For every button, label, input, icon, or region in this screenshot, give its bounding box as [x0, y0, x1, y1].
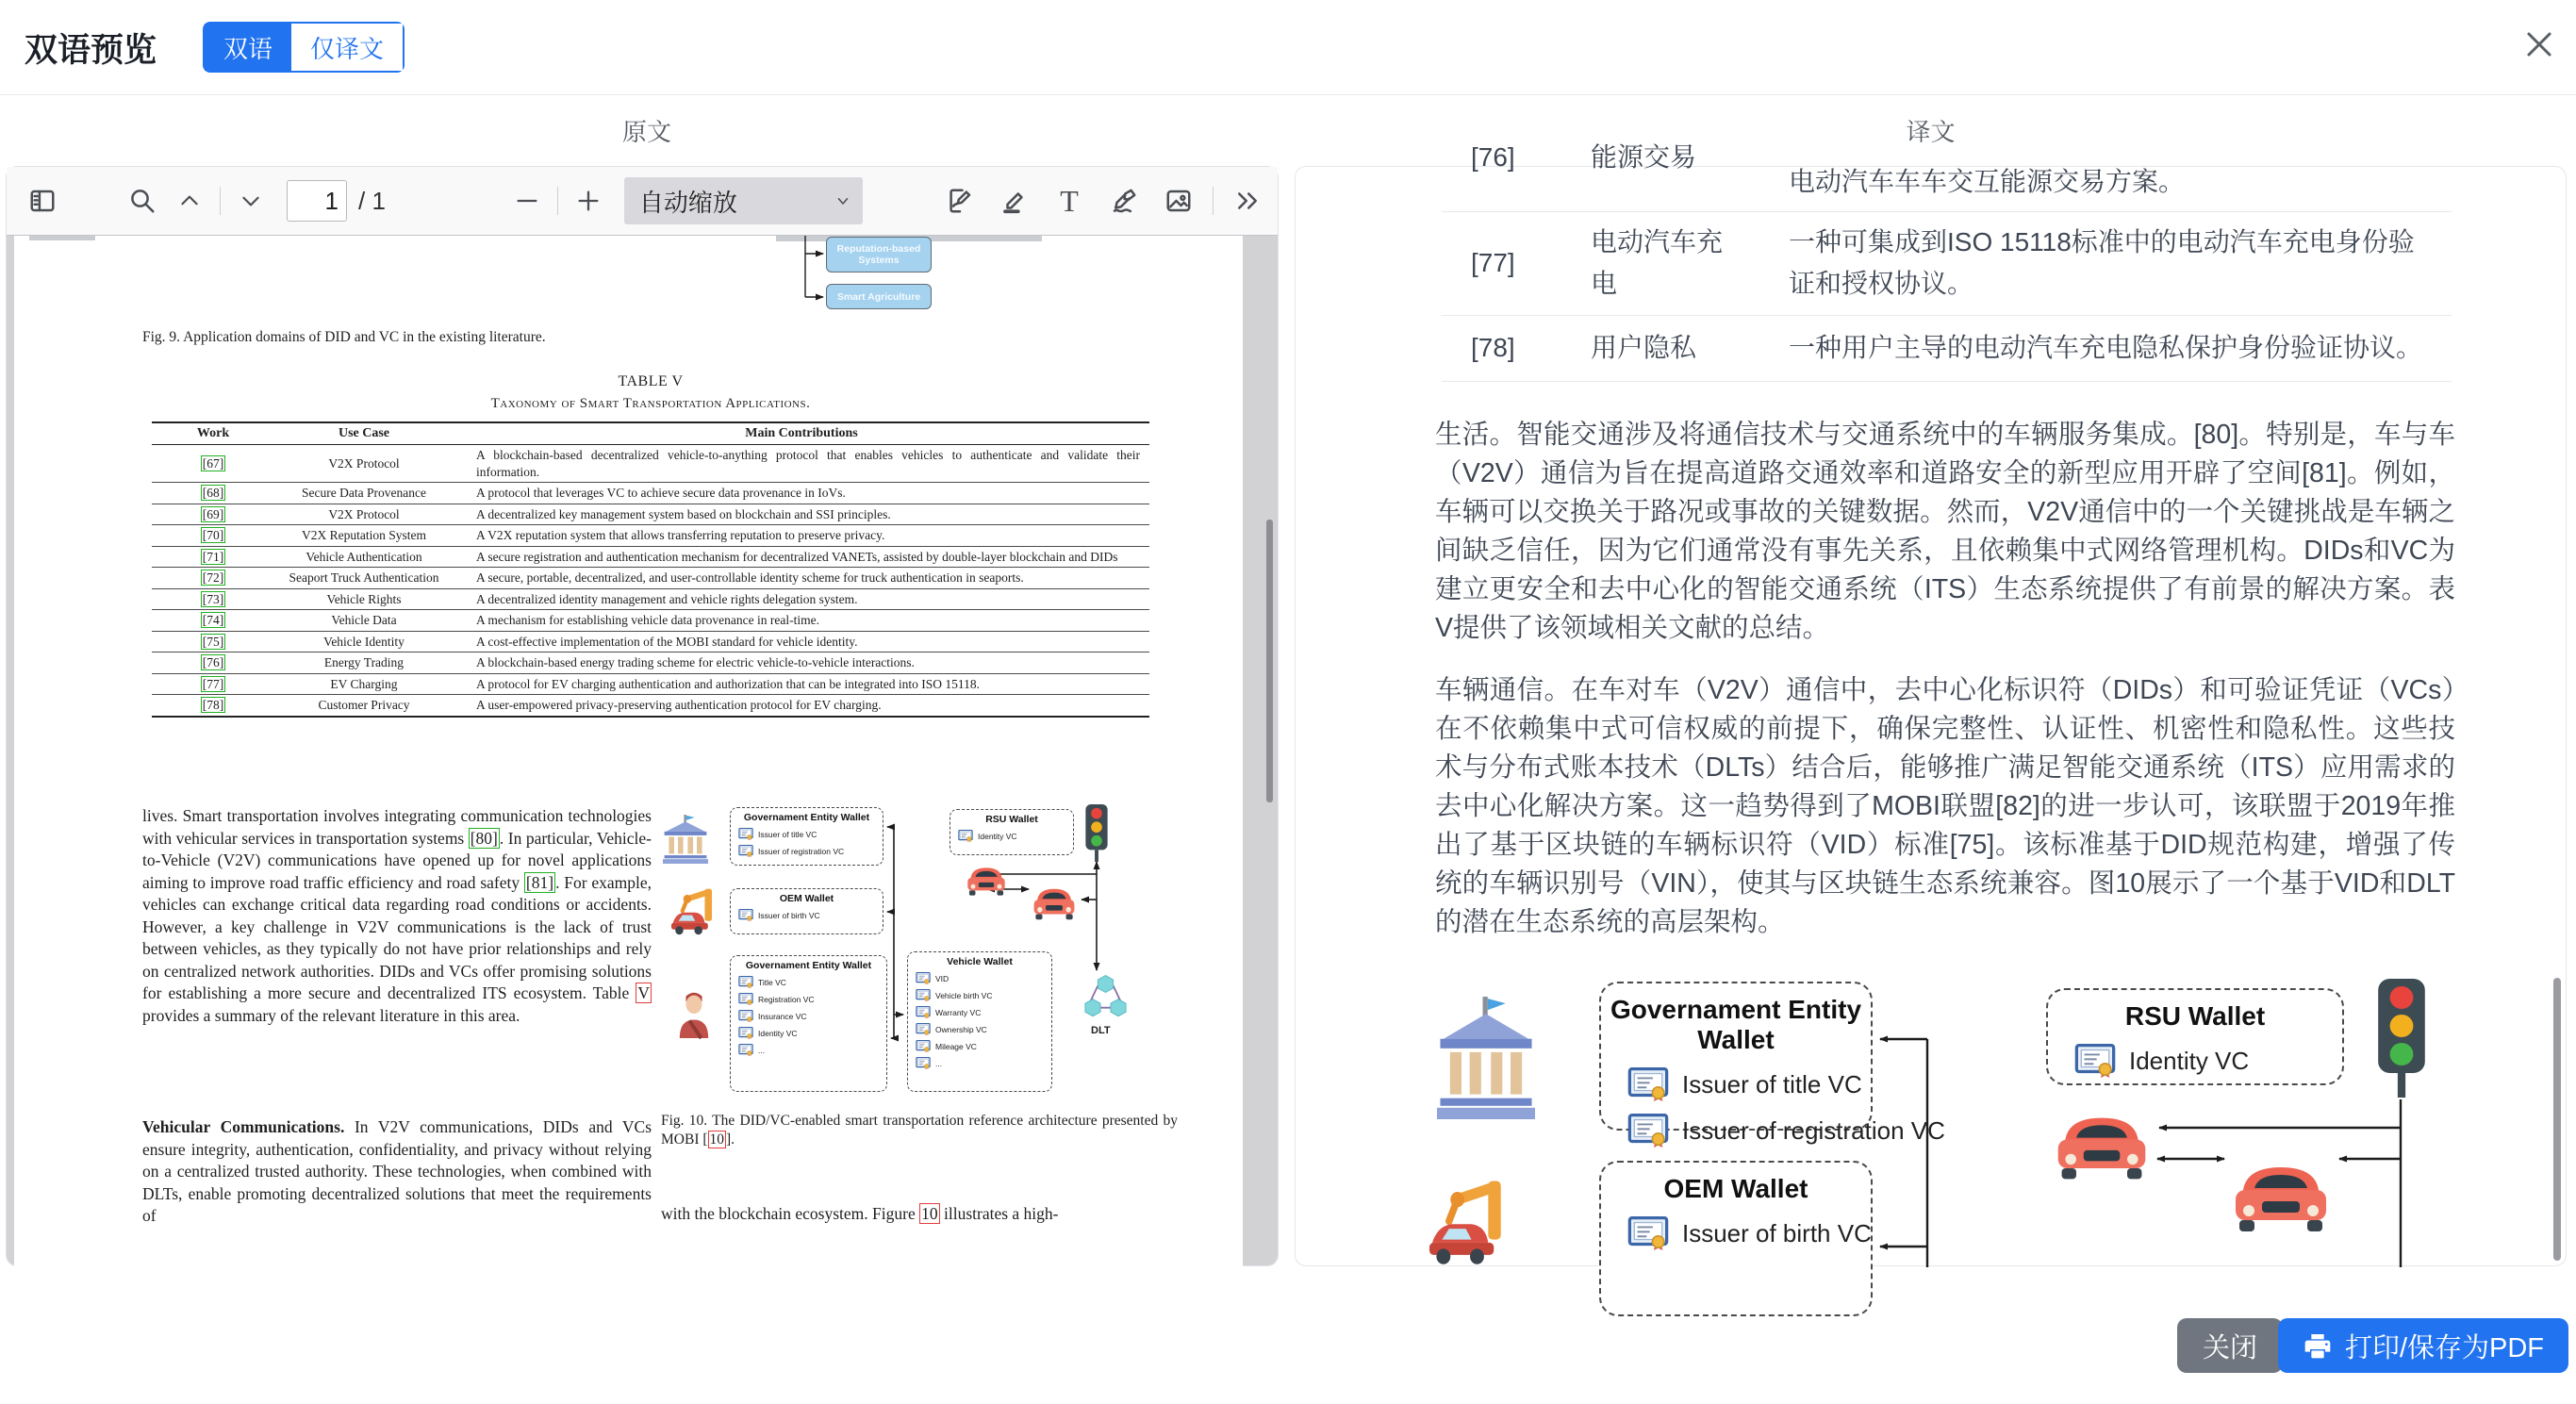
work-cell — [152, 654, 274, 671]
use-case-cell: Secure Data Provenance — [302, 486, 426, 500]
work-cell — [152, 485, 274, 502]
oem-robot-arm-icon — [1429, 1175, 1519, 1267]
citation-link[interactable]: [69] — [202, 506, 224, 521]
driver-person-icon — [676, 989, 712, 1038]
vc-item-label: ... — [758, 1045, 766, 1055]
paragraph-text: with the blockchain ecosystem. Figure — [661, 1204, 920, 1223]
caption-text: ]. — [726, 1131, 735, 1148]
use-case-cell: Vehicle Data — [331, 613, 397, 627]
source-pane-label: 原文 — [621, 118, 671, 146]
contribution-cell: A user-empowered privacy-preserving authentication protocol for EV charging. — [476, 698, 882, 712]
vc-item-label: Identity VC — [758, 1028, 798, 1038]
use-case-cell: V2X Protocol — [328, 506, 400, 521]
paragraph-text: provides a summary of the relevant literature in this area. — [142, 1005, 520, 1025]
vc-item-label: Issuer of registration VC — [758, 846, 845, 856]
tablev-header-row — [152, 423, 1149, 445]
certificate-icon — [738, 828, 753, 840]
certificate-icon — [738, 1010, 753, 1022]
wallet-title: Governament Entity Wallet — [1610, 995, 1862, 1054]
wallet-title: RSU Wallet — [985, 814, 1038, 825]
wallet-vc-item — [908, 1023, 1051, 1035]
use-case-cell: Customer Privacy — [318, 698, 410, 712]
wallet-vc-item — [1601, 1216, 1871, 1250]
translated-paragraph-1: 生活。智能交通涉及将通信技术与交通系统中的车辆服务集成。[80]。特别是，车与车（V2V）通信为旨在提高道路交通效率和道路安全的新型应用开辟了空间[81]。例如，车辆可以交换关于路况或事故的关键数据。然而，V2V通信中的一个关键挑战是车辆之间缺乏信任，因为它们通常没有事先关系，且依赖集中式网络管理机构。DIDs和VC为建立更安全和去中心化的智能交通系统（ITS）生态系统提供了有前景的解决方案。表V提供了该领域相关文献的总结。 — [1435, 420, 2455, 643]
table-cell-contribution: 电动汽车车车交互能源交易方案。 — [1789, 167, 2186, 196]
certificate-icon — [1627, 1114, 1669, 1148]
citation-link[interactable]: [75] — [202, 634, 224, 649]
table-row — [1442, 211, 2452, 315]
figure-link[interactable]: 10 — [921, 1204, 938, 1223]
toolbar-divider — [557, 187, 558, 215]
work-cell — [152, 634, 274, 651]
car-icon — [965, 865, 1008, 899]
vc-item-label: Title VC — [758, 977, 786, 987]
wallet-vc-item — [908, 1057, 1051, 1069]
tablev-row — [152, 445, 1149, 483]
fig9-node-reputation: Reputation-based Systems — [826, 237, 932, 273]
header-bar — [0, 0, 2576, 95]
vc-item-label: Issuer of birth VC — [1682, 1218, 1872, 1247]
contribution-cell: A V2X reputation system that allows transferring reputation to preserve privacy. — [476, 528, 885, 542]
tablev-header-contributions: Main Contributions — [745, 426, 858, 440]
print-button-label: 打印/保存为PDF — [2344, 1332, 2544, 1363]
use-case-cell: EV Charging — [330, 676, 398, 691]
certificate-icon — [738, 845, 753, 857]
pdf-page — [14, 235, 1243, 1404]
certificate-icon — [916, 1057, 931, 1069]
wallet-vc-item — [1601, 1114, 1945, 1148]
table-cell-usecase — [1591, 327, 1789, 369]
tablev-row — [152, 504, 1149, 526]
contribution-cell: A secure registration and authentication mechanism for decentralized VANETs, assisted by double-layer blockchain and DIDs — [476, 549, 1118, 564]
table-link[interactable]: V — [637, 983, 650, 1002]
work-cell — [152, 612, 274, 629]
paragraph-text: . For example, vehicles can exchange critical data regarding road conditions or accidents. However, a key challenge in V2V communications is the lack of trust between vehicles, as they typically do not have prior relationships and rely on centralized network authorities. DIDs and VCs offer promising solutions for establishing a more secure and decentralized ITS ecosystem. Table — [142, 872, 652, 1002]
print-save-pdf-button[interactable] — [2278, 1318, 2568, 1373]
contribution-cell: A cost-effective implementation of the MOBI standard for vehicle identity. — [476, 634, 858, 649]
citation-link[interactable]: [81] — [525, 872, 554, 892]
add-image-tool-icon[interactable] — [1158, 178, 1199, 223]
wallet-vc-item — [950, 830, 1073, 842]
tablev-row — [152, 525, 1149, 547]
work-cell — [152, 549, 274, 566]
sidebar-toggle-icon[interactable] — [22, 178, 63, 223]
citation-link[interactable]: 10 — [709, 1131, 725, 1148]
traffic-light-icon — [1082, 803, 1111, 862]
tablev-row — [152, 483, 1149, 504]
contribution-cell: A blockchain-based decentralized vehicle-to-anything protocol that enables vehicles to authenticate and validate their information. — [476, 448, 1140, 479]
wallet-box-oem — [1599, 1161, 1873, 1316]
tablev-row — [152, 589, 1149, 611]
wallet-box-oem — [730, 888, 883, 934]
table-row — [1442, 315, 2452, 381]
wallet-title: OEM Wallet — [1663, 1174, 1808, 1203]
vc-item-label: Mileage VC — [935, 1041, 977, 1051]
wallet-vc-item — [731, 976, 886, 988]
more-tools-icon[interactable] — [1227, 178, 1268, 223]
wallet-box-government-1 — [730, 807, 883, 866]
contribution-cell: A protocol that leverages VC to achieve secure data provenance in IoVs. — [476, 486, 846, 500]
traffic-light-icon — [2372, 977, 2431, 1098]
work-cell — [152, 527, 274, 544]
body-text-line — [661, 1204, 1181, 1224]
vc-item-label: Vehicle birth VC — [935, 990, 993, 1000]
citation-link[interactable]: [77] — [202, 676, 224, 691]
car-icon — [2051, 1111, 2153, 1186]
toggle-bilingual-button[interactable]: 双语 — [205, 24, 291, 71]
contribution-cell: A decentralized identity management and vehicle rights delegation system. — [476, 591, 858, 606]
contribution-cell: A decentralized key management system based on blockchain and SSI principles. — [476, 506, 891, 521]
tablev-subtitle: Taxonomy of Smart Transportation Applications. — [490, 396, 811, 411]
paragraph-text: In V2V communications, DIDs and VCs ensure integrity, authentication, confidentiality, and privacy without relying on a centralized trusted authority. These technologies, when combined with DLTs, enable promoting decentralized solutions that meet the requirements of — [142, 1117, 652, 1225]
fig9-caption: Fig. 9. Application domains of DID and VC in the existing literature. — [142, 329, 546, 345]
printer-icon — [2303, 1330, 2333, 1361]
wallet-box-rsu — [949, 809, 1074, 855]
wallet-vc-item — [731, 1010, 886, 1022]
tablev-title: TABLE V — [618, 373, 684, 389]
highlight-tool-icon[interactable] — [994, 178, 1035, 223]
tablev-header-usecase: Use Case — [338, 426, 390, 440]
wallet-vc-item — [731, 828, 883, 840]
chevron-down-icon — [834, 192, 851, 209]
citation-link[interactable]: [72] — [202, 570, 224, 585]
paragraph-lead: Vehicular Communications. — [142, 1117, 345, 1136]
page-count-label: / 1 — [358, 186, 386, 215]
tablev-row — [152, 547, 1149, 569]
wallet-vc-item — [731, 845, 883, 857]
vc-item-label: Issuer of title VC — [758, 829, 817, 839]
wallet-vc-item — [908, 1006, 1051, 1018]
contribution-cell: A mechanism for establishing vehicle data provenance in real-time. — [476, 613, 819, 627]
translation-pane-label: 译文 — [1906, 118, 1956, 146]
table-divider — [1442, 381, 2452, 382]
vc-item-label: Issuer of birth VC — [758, 910, 820, 920]
car-icon — [2228, 1160, 2334, 1239]
search-icon[interactable] — [122, 178, 163, 223]
citation-link[interactable]: [71] — [202, 549, 224, 564]
wallet-vc-item — [731, 993, 886, 1005]
wallet-title: Vehicle Wallet — [947, 956, 1013, 967]
contribution-cell: A secure, portable, decentralized, and user-controllable identity scheme for truck authentication in seaports. — [476, 570, 1024, 585]
body-paragraph-1 — [142, 805, 652, 1027]
dlt-blockchain-icon — [1084, 972, 1127, 1021]
certificate-icon — [916, 1040, 931, 1052]
certificate-icon — [738, 976, 753, 988]
tablev-row — [152, 695, 1149, 716]
wallet-title: OEM Wallet — [779, 893, 834, 904]
table-cell-contribution: 一种可集成到ISO 15118标准中的电动汽车充电身份验证和授权协议。 — [1789, 227, 2415, 298]
use-case-cell: V2X Reputation System — [302, 528, 426, 542]
wallet-vc-item — [2048, 1044, 2342, 1078]
page-number-input[interactable] — [287, 180, 347, 222]
work-cell — [152, 455, 274, 472]
vc-item-label: Issuer of title VC — [1682, 1069, 1862, 1098]
certificate-icon — [916, 989, 931, 1001]
citation-link[interactable]: [67] — [202, 455, 224, 471]
certificate-icon — [738, 909, 753, 921]
work-cell — [152, 506, 274, 523]
translation-scrollbar-thumb[interactable] — [2553, 978, 2561, 1261]
page-title: 双语预览 — [25, 32, 157, 69]
translation-pane — [1295, 142, 2567, 1266]
table-cell-contribution: 一种用户主导的电动汽车充电隐私保护身份验证协议。 — [1789, 333, 2423, 362]
vc-item-label: Insurance VC — [758, 1011, 807, 1021]
work-cell — [152, 697, 274, 714]
ink-draw-tool-icon[interactable] — [1103, 178, 1145, 223]
zoom-mode-value: 自动缩放 — [638, 188, 737, 217]
wallet-vc-item — [731, 909, 883, 921]
fig10-caption — [661, 1112, 1178, 1149]
certificate-icon — [1627, 1216, 1669, 1250]
tablev-row — [152, 674, 1149, 696]
toolbar-divider — [220, 187, 221, 215]
wallet-title: Governament Entity Wallet — [743, 812, 870, 823]
tablev-row — [152, 632, 1149, 653]
work-cell — [152, 570, 274, 586]
use-case-cell: V2X Protocol — [328, 455, 400, 471]
contribution-cell: A protocol for EV charging authentication and authorization that can be integrated into ISO 15118. — [476, 676, 980, 691]
previous-page-icon[interactable] — [169, 178, 210, 223]
translated-paragraph-2: 车辆通信。在车对车（V2V）通信中，去中心化标识符（DIDs）和可验证凭证（VCs）在不依赖集中式可信权威的前提下，确保完整性、认证性、机密性和隐私性。这些技术与分布式账本技术（DLTs）结合后，能够推广满足智能交通系统（ITS）应用需求的去中心化解决方案。这一趋势得到了MOBI联盟[82]的进一步认可，该联盟于2019年推出了基于区块链的车辆标识符（VID）标准[75]。该标准基于DID规范构建，增强了传统的车辆识别号（VIN），使其与区块链生态系统兼容。图10展示了一个基于VID和DLT的潜在生态系统的高层架构。 — [1435, 675, 2455, 937]
wallet-vc-item — [908, 972, 1051, 984]
contribution-cell: A blockchain-based energy trading scheme for electric vehicle-to-vehicle interactions. — [476, 655, 915, 669]
vc-item-label: ... — [935, 1058, 943, 1068]
vc-item-label: Warranty VC — [935, 1007, 982, 1017]
wallet-vc-item — [1601, 1067, 1871, 1101]
wallet-vc-item — [908, 989, 1051, 1001]
certificate-icon — [738, 993, 753, 1005]
pdf-toolbar — [7, 167, 1278, 236]
tablev-row — [152, 652, 1149, 674]
wallet-vc-item — [731, 1027, 886, 1039]
government-building-icon — [1437, 997, 1535, 1119]
citation-link[interactable]: [76] — [202, 655, 224, 669]
certificate-icon — [1627, 1067, 1669, 1101]
government-building-icon — [663, 815, 708, 864]
table-cell-work: [78] — [1471, 333, 1515, 362]
citation-link[interactable]: [78] — [202, 698, 224, 712]
wallet-box-vehicle — [907, 951, 1052, 1092]
citation-link[interactable]: [70] — [202, 528, 224, 542]
certificate-icon — [738, 1027, 753, 1039]
oem-robot-arm-icon — [671, 885, 722, 936]
work-cell — [152, 676, 274, 693]
fig9-node-agriculture: Smart Agriculture — [826, 284, 932, 309]
vc-item-label: VID — [935, 973, 949, 983]
certificate-icon — [738, 1044, 753, 1056]
wallet-vc-item — [908, 1040, 1051, 1052]
toggle-translation-only-button[interactable]: 仅译文 — [291, 24, 403, 71]
tablev — [152, 421, 1149, 718]
table-cell-usecase-clipped: 能源交易 — [1591, 142, 1697, 172]
car-icon — [1031, 885, 1078, 923]
paragraph-text: . In particular, Vehicle-to-Vehicle (V2V) communications have opened up for novel applications aiming to improve road traffic efficiency and road safety — [142, 828, 652, 892]
vc-item-label: Issuer of registration VC — [1682, 1115, 1945, 1145]
table-cell-usecase — [1591, 222, 1789, 305]
certificate-icon — [916, 1023, 931, 1035]
caption-text: Fig. 10. The DID/VC-enabled smart transportation reference architecture presented by MOBI [ — [661, 1113, 1178, 1148]
tablev-row — [152, 568, 1149, 589]
certificate-icon — [2074, 1044, 2116, 1078]
next-page-icon[interactable] — [230, 178, 272, 223]
wallet-title: Governament Entity Wallet — [745, 960, 872, 971]
use-case-cell: Energy Trading — [323, 655, 405, 669]
use-case-cell: Vehicle Authentication — [305, 549, 422, 564]
citation-link[interactable]: [80] — [470, 828, 498, 848]
zoom-mode-select[interactable] — [624, 177, 863, 224]
tablev-row — [152, 610, 1149, 632]
view-mode-toggle — [203, 22, 405, 73]
wallet-box-government-1 — [1599, 982, 1945, 1145]
table-cell-work-clipped: [76] — [1471, 142, 1515, 172]
vc-item-label: Identity VC — [2129, 1046, 2250, 1075]
vc-item-label: Identity VC — [978, 831, 1017, 841]
paragraph-text: illustrates a high- — [939, 1204, 1059, 1223]
certificate-icon — [916, 972, 931, 984]
zoom-in-icon[interactable] — [568, 178, 609, 223]
certificate-icon — [958, 830, 973, 842]
use-case-cell: Vehicle Rights — [326, 591, 402, 606]
use-case-cell: Seaport Truck Authentication — [289, 570, 439, 585]
use-case-cell: Vehicle Identity — [323, 634, 405, 649]
paragraph-text: lives. Smart transportation involves integrating communication technologies with vehicular services in transportation systems — [142, 806, 652, 848]
table-cell-work: [77] — [1471, 248, 1515, 277]
toolbar-divider — [1213, 187, 1214, 215]
wallet-title: RSU Wallet — [2124, 1001, 2266, 1031]
wallet-box-rsu — [2046, 988, 2344, 1085]
citation-link[interactable]: [74] — [202, 613, 224, 627]
pdf-scrollbar-thumb[interactable] — [1266, 520, 1273, 802]
source-pdf-viewer — [6, 166, 1279, 1266]
work-cell — [152, 591, 274, 608]
signature-tool-icon[interactable] — [939, 178, 981, 223]
fig10-diagram-small — [652, 796, 1180, 1107]
certificate-icon — [916, 1006, 931, 1018]
wallet-box-government-2 — [730, 955, 887, 1092]
cell-text: 电动汽车充电 — [1591, 227, 1724, 298]
tablev-header-work: Work — [196, 426, 230, 440]
citation-link[interactable]: [73] — [202, 591, 224, 606]
vc-item-label: Registration VC — [758, 994, 815, 1004]
dlt-label: DLT — [1091, 1025, 1111, 1036]
citation-link[interactable]: [68] — [202, 486, 224, 500]
zoom-out-icon[interactable] — [506, 178, 548, 223]
cell-text: 用户隐私 — [1591, 333, 1697, 362]
close-icon[interactable] — [2518, 23, 2561, 66]
free-text-tool-icon[interactable]: T — [1049, 178, 1090, 223]
wallet-vc-item — [731, 1044, 886, 1056]
close-button[interactable]: 关闭 — [2177, 1318, 2283, 1373]
vc-item-label: Ownership VC — [935, 1024, 987, 1034]
body-paragraph-2 — [142, 1116, 652, 1228]
